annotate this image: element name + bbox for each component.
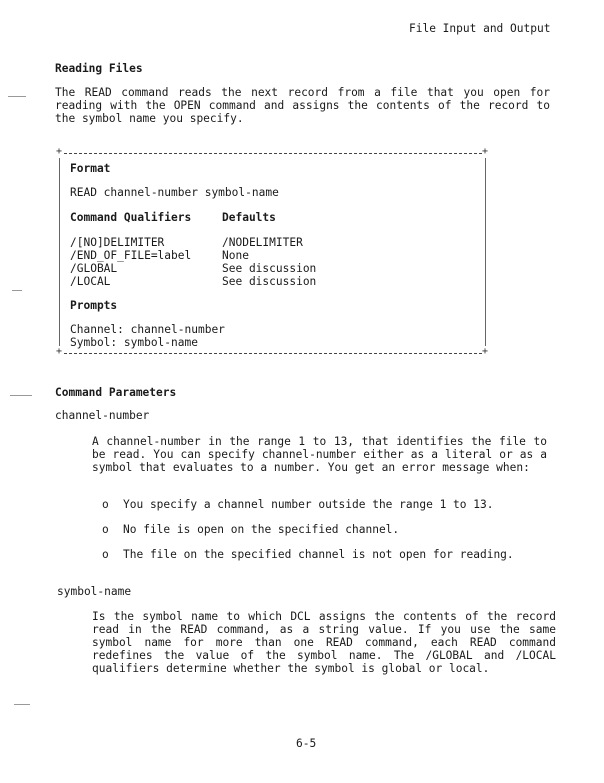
channel-param-description: A channel-number in the range 1 to 13, that identifies the file to be read. You can specify channel-number either as a literal or as a symbol that evaluates to a number. You get an error message when: bbox=[92, 435, 547, 474]
qualifier-name: /LOCAL bbox=[70, 275, 111, 288]
format-heading: Format bbox=[70, 162, 111, 175]
margin-mark bbox=[10, 395, 32, 396]
defaults-heading: Defaults bbox=[222, 211, 276, 224]
prompt-line: Symbol: symbol-name bbox=[70, 336, 198, 349]
bullet-item: The file on the specified channel is not open for reading. bbox=[123, 548, 514, 561]
bullet-marker: o bbox=[102, 548, 109, 561]
prompts-heading: Prompts bbox=[70, 299, 118, 312]
page-number: 6-5 bbox=[296, 737, 317, 750]
qualifier-default: See discussion bbox=[222, 262, 317, 275]
intro-paragraph: The READ command reads the next record from a file that you open for reading with the OPEN command and assigns the contents of the record to the symbol name you specify. bbox=[55, 86, 550, 125]
margin-mark bbox=[14, 704, 30, 705]
box-top-border bbox=[64, 153, 482, 154]
qualifier-default: /NODELIMITER bbox=[222, 236, 303, 249]
box-corner: + bbox=[56, 146, 63, 157]
box-corner: + bbox=[482, 146, 489, 157]
qualifier-name: /END_OF_FILE=label bbox=[70, 249, 192, 262]
qualifier-default: See discussion bbox=[222, 275, 317, 288]
box-left-border bbox=[59, 158, 60, 346]
box-corner: + bbox=[56, 346, 63, 357]
qualifiers-heading: Command Qualifiers bbox=[70, 211, 192, 224]
bullet-item: No file is open on the specified channel. bbox=[123, 523, 400, 536]
margin-mark bbox=[8, 96, 26, 97]
margin-mark bbox=[12, 290, 22, 291]
channel-param-name: channel-number bbox=[55, 409, 150, 422]
symbol-param-name: symbol-name bbox=[57, 585, 132, 598]
bullet-marker: o bbox=[102, 523, 109, 536]
qualifier-name: /GLOBAL bbox=[70, 262, 118, 275]
bullet-item: You specify a channel number outside the range 1 to 13. bbox=[123, 498, 494, 511]
running-title: File Input and Output bbox=[409, 22, 551, 35]
qualifier-name: /[NO]DELIMITER bbox=[70, 236, 165, 249]
format-syntax: READ channel-number symbol-name bbox=[70, 186, 279, 199]
box-right-border bbox=[485, 158, 486, 346]
symbol-param-description: Is the symbol name to which DCL assigns the contents of the record read in the READ command, as a string value. If you use the same symbol name for more than one READ command, each READ command redefines the value of the symbol name. The /GLOBAL and /LOCAL qualifiers determine whether the symbol is global or local. bbox=[92, 610, 556, 675]
qualifier-default: None bbox=[222, 249, 249, 262]
bullet-marker: o bbox=[102, 498, 109, 511]
box-bottom-border bbox=[64, 353, 482, 354]
section-heading: Reading Files bbox=[55, 62, 143, 75]
prompt-line: Channel: channel-number bbox=[70, 323, 225, 336]
box-corner: + bbox=[482, 346, 489, 357]
parameters-heading: Command Parameters bbox=[55, 386, 177, 399]
